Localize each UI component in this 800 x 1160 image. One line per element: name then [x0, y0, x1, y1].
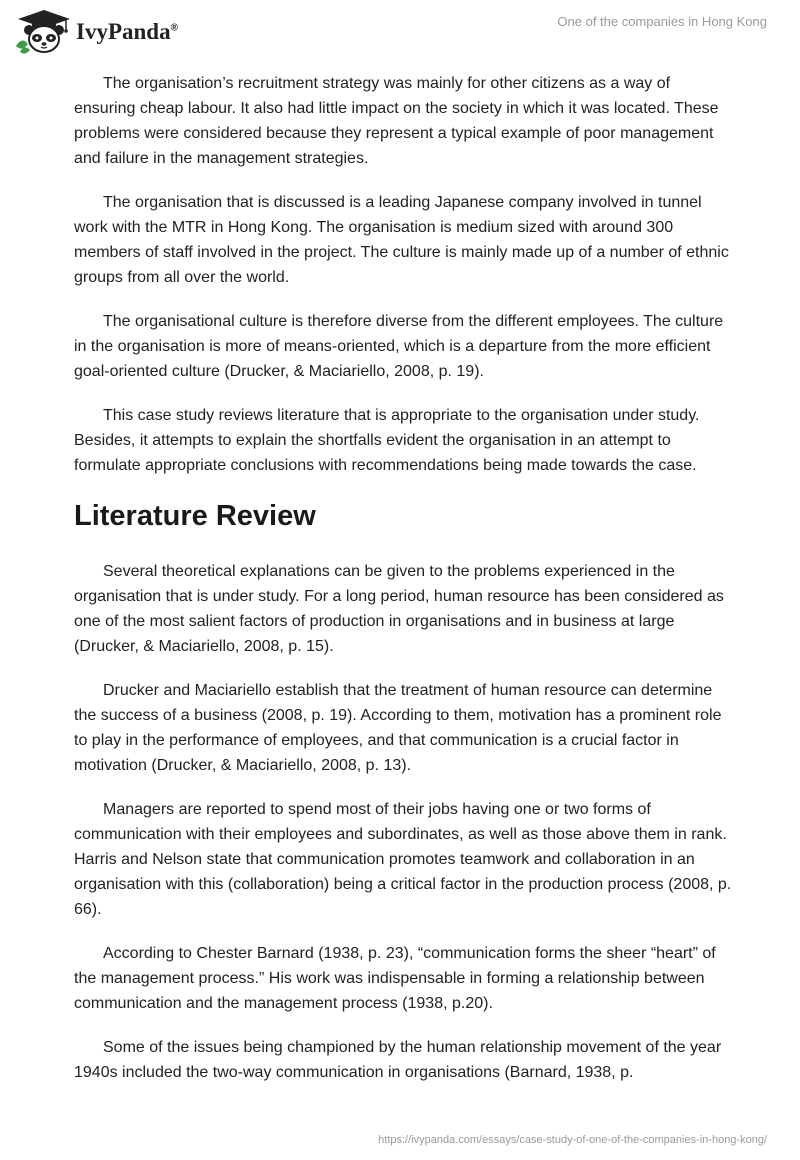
intro-paragraph-1: The organisation’s recruitment strategy was mainly for other citizens as a way of ensuring cheap labour. It also had little impact on the society in which it was located. These problems were considered because they represent a typical example of poor management and failure in the management strategies.: [74, 75, 719, 167]
intro-paragraph-3: The organisational culture is therefore diverse from the different employees. The culture in the organisation is more of means-oriented, which is a departure from the more efficient goal-oriented culture (Drucker, & Maciariello, 2008, p. 19).: [74, 313, 724, 380]
intro-paragraph-2: The organisation that is discussed is a leading Japanese company involved in tunnel work with the MTR in Hong Kong. The organisation is medium sized with around 300 members of staff involved in the project. The culture is mainly made up of a number of ethnic groups from all over the world.: [74, 194, 729, 286]
review-paragraph-4: According to Chester Barnard (1938, p. 23), “communication forms the sheer “heart” of the management process.” His work was indispensable in forming a relationship between communication and the management process (1938, p.20).: [74, 945, 716, 1012]
review-paragraph-5: Some of the issues being championed by the human relationship movement of the year 1940s included the two-way communication in organisations (Barnard, 1938, p.: [74, 1039, 722, 1081]
intro-paragraph-4: This case study reviews literature that is appropriate to the organisation under study. Besides, it attempts to explain the shortfalls evident the organisation in an attempt to formulate appropriate conclusions with recommendations being made towards the case.: [74, 407, 700, 474]
review-paragraph-3: Managers are reported to spend most of their jobs having one or two forms of communication with their employees and subordinates, as well as those above them in rank. Harris and Nelson state that communication promotes teamwork and collaboration in an organisation with this (collaboration) being a critical factor in the production process (2008, p. 66).: [74, 801, 732, 918]
ivypanda-logo[interactable]: [14, 8, 204, 56]
registered-mark: ®: [170, 22, 178, 34]
page-header: [0, 0, 800, 60]
review-paragraph-2: Drucker and Maciariello establish that the treatment of human resource can determine the success of a business (2008, p. 19). According to them, motivation has a prominent role to play in the performance of employees, and that communication is a crucial factor in motivation (Drucker, & Maciariello, 2008, p. 13).: [74, 682, 722, 774]
source-url[interactable]: https://ivypanda.com/essays/case-study-of-one-of-the-companies-in-hong-kong/: [378, 1134, 767, 1146]
logo-wordmark: IvyPanda: [76, 19, 171, 44]
document-title: One of the companies in Hong Kong: [557, 14, 767, 29]
essay-content: [74, 71, 734, 1104]
review-paragraph-1: Several theoretical explanations can be given to the problems experienced in the organisation that is under study. For a long period, human resource has been considered as one of the most salient factors of production in organisations and in business at large (Drucker, & Maciariello, 2008, p. 15).: [74, 563, 724, 655]
logo-text: [76, 19, 178, 45]
panda-graduate-icon: [14, 8, 74, 56]
section-heading-literature-review: Literature Review: [74, 500, 316, 532]
